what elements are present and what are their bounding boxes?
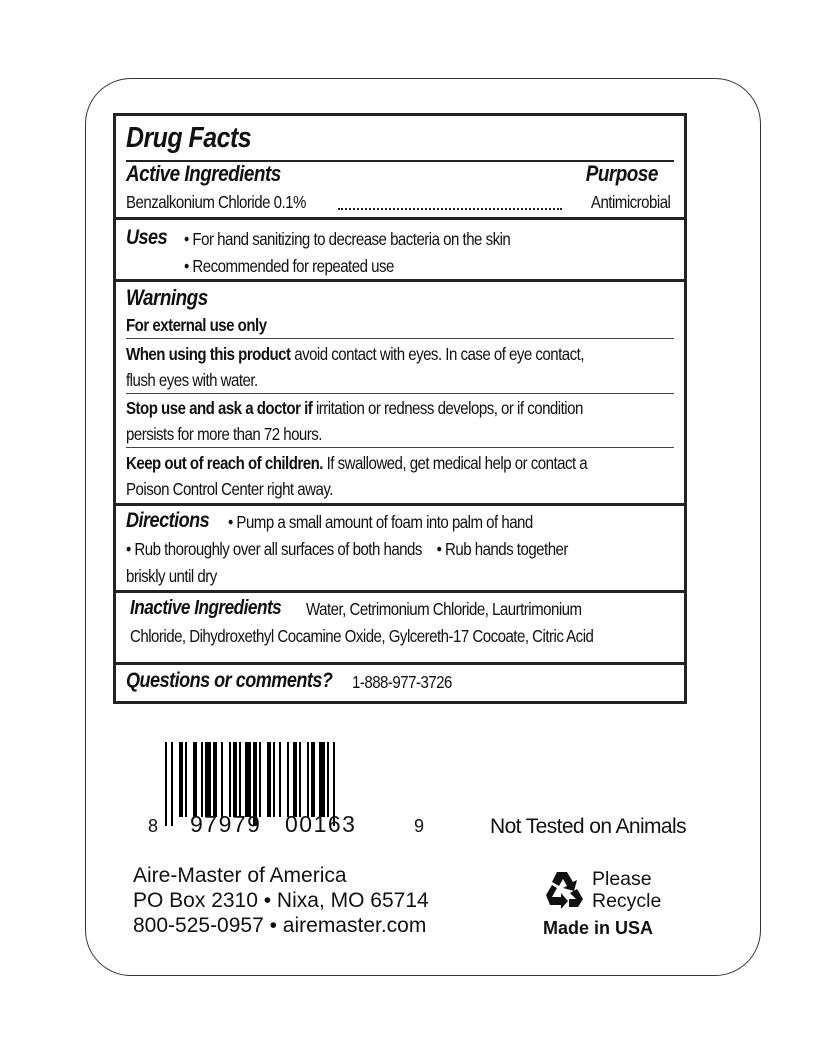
drug-facts-title: Drug Facts <box>126 122 252 154</box>
active-ingredient: Benzalkonium Chloride 0.1% <box>126 192 306 212</box>
use-item: • Recommended for repeated use <box>184 256 394 276</box>
company-contact: 800-525-0957 • airemaster.com <box>133 914 427 937</box>
made-in-usa: Made in USA <box>543 918 654 938</box>
barcode-bar <box>205 742 211 817</box>
barcode-bar <box>319 742 325 817</box>
barcode-digit-first: 8 <box>148 816 159 836</box>
recycle-line-1: Please <box>592 868 652 890</box>
recycle-icon <box>543 869 587 911</box>
stop-use-text: Stop use and ask a doctor if irritation or redness develops, or if condition <box>126 398 583 418</box>
barcode-bar <box>299 742 301 817</box>
inactive-heading: Inactive Ingredients <box>130 597 282 619</box>
recycle-line-2: Recycle <box>592 890 662 912</box>
when-using-text: When using this product avoid contact with eyes. In case of eye contact, <box>126 344 585 364</box>
keep-out-text: Keep out of reach of children. If swallowed, get medical help or contact a <box>126 453 588 473</box>
company-address: PO Box 2310 • Nixa, MO 65714 <box>133 889 429 912</box>
barcode-bar <box>229 742 231 817</box>
barcode-bar <box>311 742 315 817</box>
barcode-bar <box>327 742 329 817</box>
barcode-bar <box>267 742 271 817</box>
uses-heading: Uses <box>126 226 168 249</box>
company-info <box>133 863 429 938</box>
barcode-bar <box>179 742 183 817</box>
inactive-ingredients: Water, Cetrimonium Chloride, Laurtrimonium <box>306 599 582 619</box>
barcode-bar <box>233 742 237 817</box>
barcode-bar <box>201 742 203 817</box>
inactive-ingredients-2: Chloride, Dihydroxethyl Cocamine Oxide, Gylcereth-17 Cocoate, Citric Acid <box>130 626 594 646</box>
barcode-bar <box>165 742 167 826</box>
active-ingredients-heading: Active Ingredients <box>126 161 281 186</box>
keep-out-text-2: Poison Control Center right away. <box>126 479 333 499</box>
barcode-bar <box>221 742 223 817</box>
barcode-bar <box>185 742 187 817</box>
barcode-bar <box>293 742 297 817</box>
barcode-bar <box>259 742 261 817</box>
barcode-digit-check: 9 <box>414 816 425 836</box>
company-name: Aire-Master of America <box>133 864 347 887</box>
barcode-digits-left: 97979 <box>190 811 262 837</box>
leader-dots <box>338 196 562 210</box>
barcode-bar <box>245 742 251 817</box>
directions-heading: Directions <box>126 509 210 532</box>
purpose-heading: Purpose <box>585 161 658 186</box>
barcode-bar <box>287 742 289 817</box>
barcode-bar <box>239 742 241 817</box>
questions-phone: 1-888-977-3726 <box>352 672 452 692</box>
questions-heading: Questions or comments? <box>126 669 333 692</box>
barcode-bar <box>171 742 173 826</box>
when-using-text-2: flush eyes with water. <box>126 370 258 390</box>
barcode-bar <box>279 742 281 817</box>
use-item: • For hand sanitizing to decrease bacteria on the skin <box>184 229 511 249</box>
not-tested-on-animals: Not Tested on Animals <box>490 815 686 838</box>
barcode-bar <box>307 742 309 817</box>
purpose-value: Antimicrobial <box>590 192 670 212</box>
please-recycle <box>592 868 661 912</box>
barcode-bar <box>213 742 217 817</box>
barcode-digits-right: 00163 <box>285 811 357 837</box>
barcode-bar <box>193 742 197 817</box>
stop-use-text-2: persists for more than 72 hours. <box>126 424 322 444</box>
drug-facts-panel <box>113 113 687 704</box>
warnings-heading: Warnings <box>126 285 208 310</box>
direction-item: briskly until dry <box>126 566 217 586</box>
direction-item: • Rub thoroughly over all surfaces of both hands • Rub hands together <box>126 539 568 559</box>
external-use-warning: For external use only <box>126 315 267 335</box>
direction-item: • Pump a small amount of foam into palm of hand <box>228 512 533 532</box>
barcode-bar <box>273 742 275 817</box>
barcode <box>165 742 393 817</box>
